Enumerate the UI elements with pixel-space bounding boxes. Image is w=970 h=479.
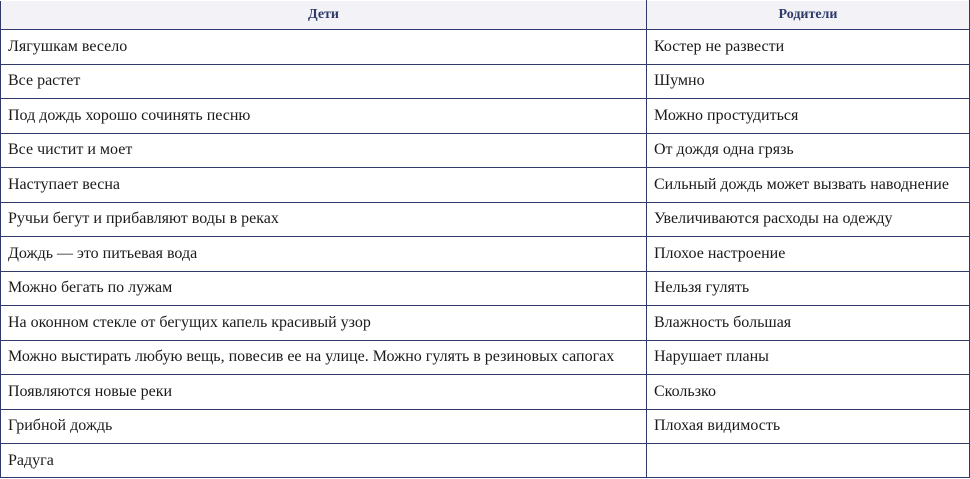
table-row — [1, 444, 970, 478]
cell-children: Грибной дождь — [1, 409, 647, 444]
table-row — [1, 340, 970, 375]
table-row — [1, 99, 970, 134]
cell-children: Все растет — [1, 64, 647, 99]
table-row — [1, 237, 970, 272]
table-header-row — [1, 1, 970, 30]
cell-children: Наступает весна — [1, 168, 647, 203]
table-row — [1, 375, 970, 410]
table-row — [1, 271, 970, 306]
header-children: Дети — [1, 1, 647, 30]
cell-children: Лягушкам весело — [1, 30, 647, 65]
table-row — [1, 30, 970, 65]
cell-children: Дождь — это питьевая вода — [1, 237, 647, 272]
table-row — [1, 168, 970, 203]
cell-parents: Скользко — [647, 375, 970, 410]
table-row — [1, 64, 970, 99]
table-row — [1, 306, 970, 341]
cell-children: На оконном стекле от бегущих капель красивый узор — [1, 306, 647, 341]
table-row — [1, 409, 970, 444]
cell-children: Можно бегать по лужам — [1, 271, 647, 306]
cell-children: Можно выстирать любую вещь, повесив ее на улице. Можно гулять в резиновых сапогах — [1, 340, 647, 375]
cell-parents — [647, 444, 970, 478]
table-row — [1, 133, 970, 168]
cell-children: Радуга — [1, 444, 647, 478]
cell-parents: Влажность большая — [647, 306, 970, 341]
header-parents: Родители — [647, 1, 970, 30]
cell-parents: Шумно — [647, 64, 970, 99]
cell-parents: Нарушает планы — [647, 340, 970, 375]
cell-parents: Сильный дождь может вызвать наводнение — [647, 168, 970, 203]
cell-children: Ручьи бегут и прибавляют воды в реках — [1, 202, 647, 237]
table-row — [1, 202, 970, 237]
cell-parents: Увеличиваются расходы на одежду — [647, 202, 970, 237]
cell-children: Все чистит и моет — [1, 133, 647, 168]
cell-children: Появляются новые реки — [1, 375, 647, 410]
cell-parents: От дождя одна грязь — [647, 133, 970, 168]
cell-parents: Плохое настроение — [647, 237, 970, 272]
cell-parents: Костер не развести — [647, 30, 970, 65]
cell-parents: Нельзя гулять — [647, 271, 970, 306]
cell-children: Под дождь хорошо сочинять песню — [1, 99, 647, 134]
cell-parents: Плохая видимость — [647, 409, 970, 444]
cell-parents: Можно простудиться — [647, 99, 970, 134]
